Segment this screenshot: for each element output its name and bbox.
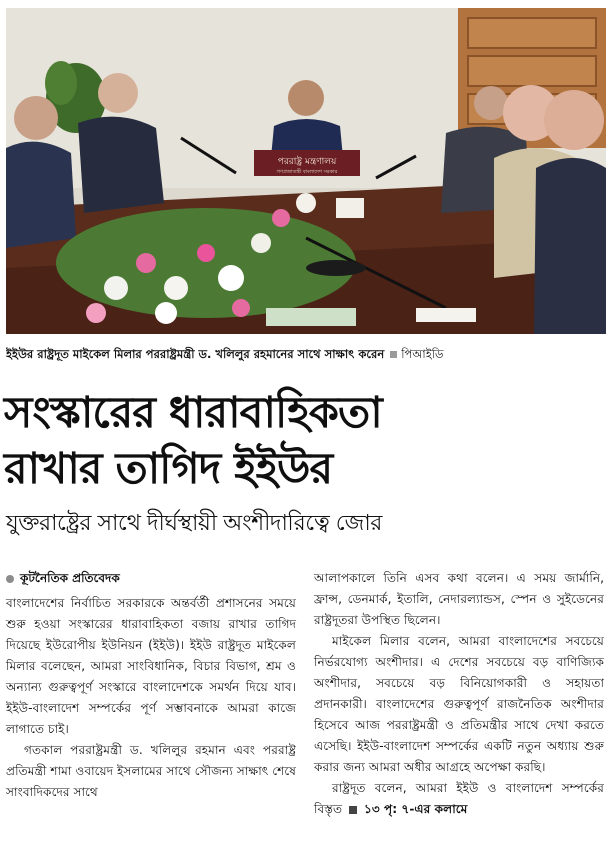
byline-text: কূটনৈতিক প্রতিবেদক xyxy=(20,571,120,585)
caption-text: ইইউর রাষ্ট্রদূত মাইকেল মিলার পররাষ্ট্রমন্ত্রী ড. খলিলুর রহমানের সাথে সাক্ষাৎ করেন xyxy=(6,347,385,361)
meeting-photo-illustration xyxy=(6,8,606,334)
headline-line-2: রাখার তাগিদ ইইউর xyxy=(4,444,333,494)
headline-line-1: সংস্কারের ধারাবাহিকতা xyxy=(4,388,382,438)
continuation-marker-icon xyxy=(349,806,357,814)
paragraph: গতকাল পররাষ্ট্রমন্ত্রী ড. খলিলুর রহমান এবং পররাষ্ট্র প্রতিমন্ত্রী শামা ওবায়েদ ইসলামের সাথে সৌজন্য সাক্ষাৎ শেষে সাংবাদিকদের সাথে xyxy=(6,743,296,799)
paragraph: আলাপকালে তিনি এসব কথা বলেন। এ সময় জার্মানি, ফ্রান্স, ডেনমার্ক, ইতালি, নেদারল্যান্ডস, স্পেন ও সুইডেনের রাষ্ট্রদূতরা উপস্থিত ছিলেন। xyxy=(314,571,604,627)
paragraph-text: রাষ্ট্রদূত বলেন, আমরা ইইউ ও বাংলাদেশ সম্পর্কের বিস্তৃত xyxy=(314,781,604,816)
article-column-right xyxy=(314,568,604,820)
article-column-left xyxy=(6,568,296,803)
photo-credit: পিআইডি xyxy=(401,347,444,361)
news-photo xyxy=(6,8,606,334)
paragraph-with-jump xyxy=(314,778,604,820)
subheadline: যুক্তরাষ্ট্রের সাথে দীর্ঘস্থায়ী অংশীদারিত্বে জোর xyxy=(6,511,382,536)
credit-marker-icon xyxy=(390,351,397,358)
nameplate-subtitle: গণপ্রজাতন্ত্রী বাংলাদেশ সরকার xyxy=(276,169,338,175)
byline xyxy=(6,568,296,589)
paragraph: মাইকেল মিলার বলেন, আমরা বাংলাদেশের সবচেয়ে নির্ভরযোগ্য অংশীদার। এ দেশের সবচেয়ে বড় বাণিজ্যিক অংশীদার, সবচেয়ে বড় বিনিয়োগকারী ও সহায়তা প্রদানকারী। বাংলাদেশের গুরুত্বপূর্ণ রাজনৈতিক অংশীদার হিসেবে আজ পররাষ্ট্রমন্ত্রী ও প্রতিমন্ত্রীর সাথে দেখা করতে এসেছি। ইইউ-বাংলাদেশ সম্পর্কের একটি নতুন অধ্যায় শুরু করার জন্য আমরা অধীর আগ্রহে অপেক্ষা করছি। xyxy=(314,634,604,774)
photo-caption xyxy=(6,344,606,364)
paragraph: বাংলাদেশের নির্বাচিত সরকারকে অন্তর্বর্তী প্রশাসনের সময়ে শুরু হওয়া সংস্কারের ধারাবাহিকতা বজায় রাখার তাগিদ দিয়েছে ইউরোপীয় ইউনিয়ন (ইইউ)। ইইউ রাষ্ট্রদূত মাইকেল মিলার বলেছেন, আমরা সাংবিধানিক, বিচার বিভাগ, শ্রম ও অন্যান্য গুরুত্বপূর্ণ সংস্কারে বাংলাদেশকে সমর্থন দিয়ে যাব। ইইউ-বাংলাদেশ সম্পর্কের পূর্ণ সম্ভাবনাকে আমরা কাজে লাগাতে চাই। xyxy=(6,596,296,736)
continued-on-page: ১৩ পৃ: ৭-এর কলামে xyxy=(363,802,468,816)
byline-bullet-icon xyxy=(6,575,14,583)
nameplate-title: পররাষ্ট্র মন্ত্রণালয় xyxy=(277,157,337,167)
